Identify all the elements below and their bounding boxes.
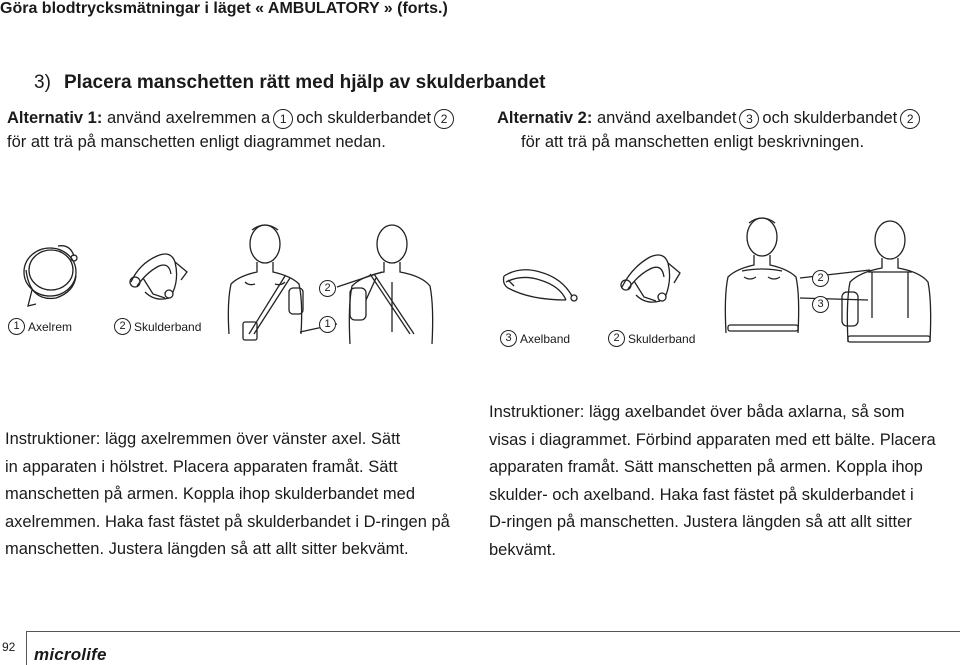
label-axelrem-text: Axelrem xyxy=(28,319,73,334)
alt1-prefix: Alternativ 1: xyxy=(7,109,103,127)
alt2-number-3: 3 xyxy=(739,109,759,129)
instructions-right-line: D-ringen på manschetten. Justera längden så att allt sitter xyxy=(489,513,912,531)
instructions-left-line: axelremmen. Haka fast fästet på skulderbandet i D-ringen på xyxy=(5,512,450,531)
label-skulderband-right-text: Skulderband xyxy=(628,331,696,346)
alt1-line2: för att trä på manschetten enligt diagrammet nedan. xyxy=(7,133,386,151)
instructions-right-line: skulder- och axelband. Haka fast fästet på skulderbandet i xyxy=(489,485,914,504)
footer-divider-vertical xyxy=(26,631,27,665)
label-skulderband-left-number: 2 xyxy=(114,318,131,335)
instructions-left-line: in apparaten i hölstret. Placera apparaten framåt. Sätt xyxy=(5,457,398,476)
step-text: Placera manschetten rätt med hjälp av skulderbandet xyxy=(64,72,546,93)
label-axelband-text: Axelband xyxy=(520,331,571,346)
instructions-right xyxy=(489,399,959,564)
alt2-prefix: Alternativ 2: xyxy=(497,109,593,127)
instructions-left-line: manschetten på armen. Koppla ihop skulderbandet med xyxy=(5,485,416,503)
instructions-right-line: Instruktioner: lägg axelbandet över båda axlarna, så som xyxy=(489,403,905,421)
page-title: Göra blodtrycksmätningar i läget « AMBULATORY » (forts.) xyxy=(0,0,448,17)
step-number: 3) xyxy=(34,72,51,93)
alt1-number-1: 1 xyxy=(273,109,293,129)
alt2-line2: för att trä på manschetten enligt beskrivningen. xyxy=(521,133,865,151)
label-skulderband-right xyxy=(608,330,695,347)
callout-number-2-right: 2 xyxy=(812,270,829,287)
callout-number-1: 1 xyxy=(319,316,336,333)
alt2-text-b: och skulderbandet xyxy=(762,109,898,127)
alt1-text-a: använd axelremmen a xyxy=(106,109,271,127)
label-skulderband-left-text: Skulderband xyxy=(134,319,202,334)
alt1-text-b: och skulderbandet xyxy=(296,109,432,127)
instructions-left xyxy=(5,426,480,564)
alt1-number-2: 2 xyxy=(434,109,454,129)
label-axelrem-number: 1 xyxy=(8,318,25,335)
callout-number-3-right: 3 xyxy=(812,296,829,313)
instructions-right-line: apparaten framåt. Sätt manschetten på armen. Koppla ihop xyxy=(489,458,923,476)
footer-divider xyxy=(26,631,960,632)
instructions-left-line: manschetten. Justera längden så att allt sitter bekvämt. xyxy=(5,540,409,558)
page-number: 92 xyxy=(2,640,16,654)
label-axelband-number: 3 xyxy=(500,330,517,347)
brand-logo: microlife xyxy=(34,645,107,664)
instructions-left-line: Instruktioner: lägg axelremmen över vänster axel. Sätt xyxy=(5,430,401,448)
label-axelband xyxy=(500,330,570,347)
instructions-right-line: bekvämt. xyxy=(489,540,556,559)
alt2-number-2: 2 xyxy=(900,109,920,129)
label-skulderband-right-number: 2 xyxy=(608,330,625,347)
callout-number-2: 2 xyxy=(319,280,336,297)
instructions-right-line: visas i diagrammet. Förbind apparaten med ett bälte. Placera xyxy=(489,430,936,449)
alt2-text-a: använd axelbandet xyxy=(596,109,737,127)
